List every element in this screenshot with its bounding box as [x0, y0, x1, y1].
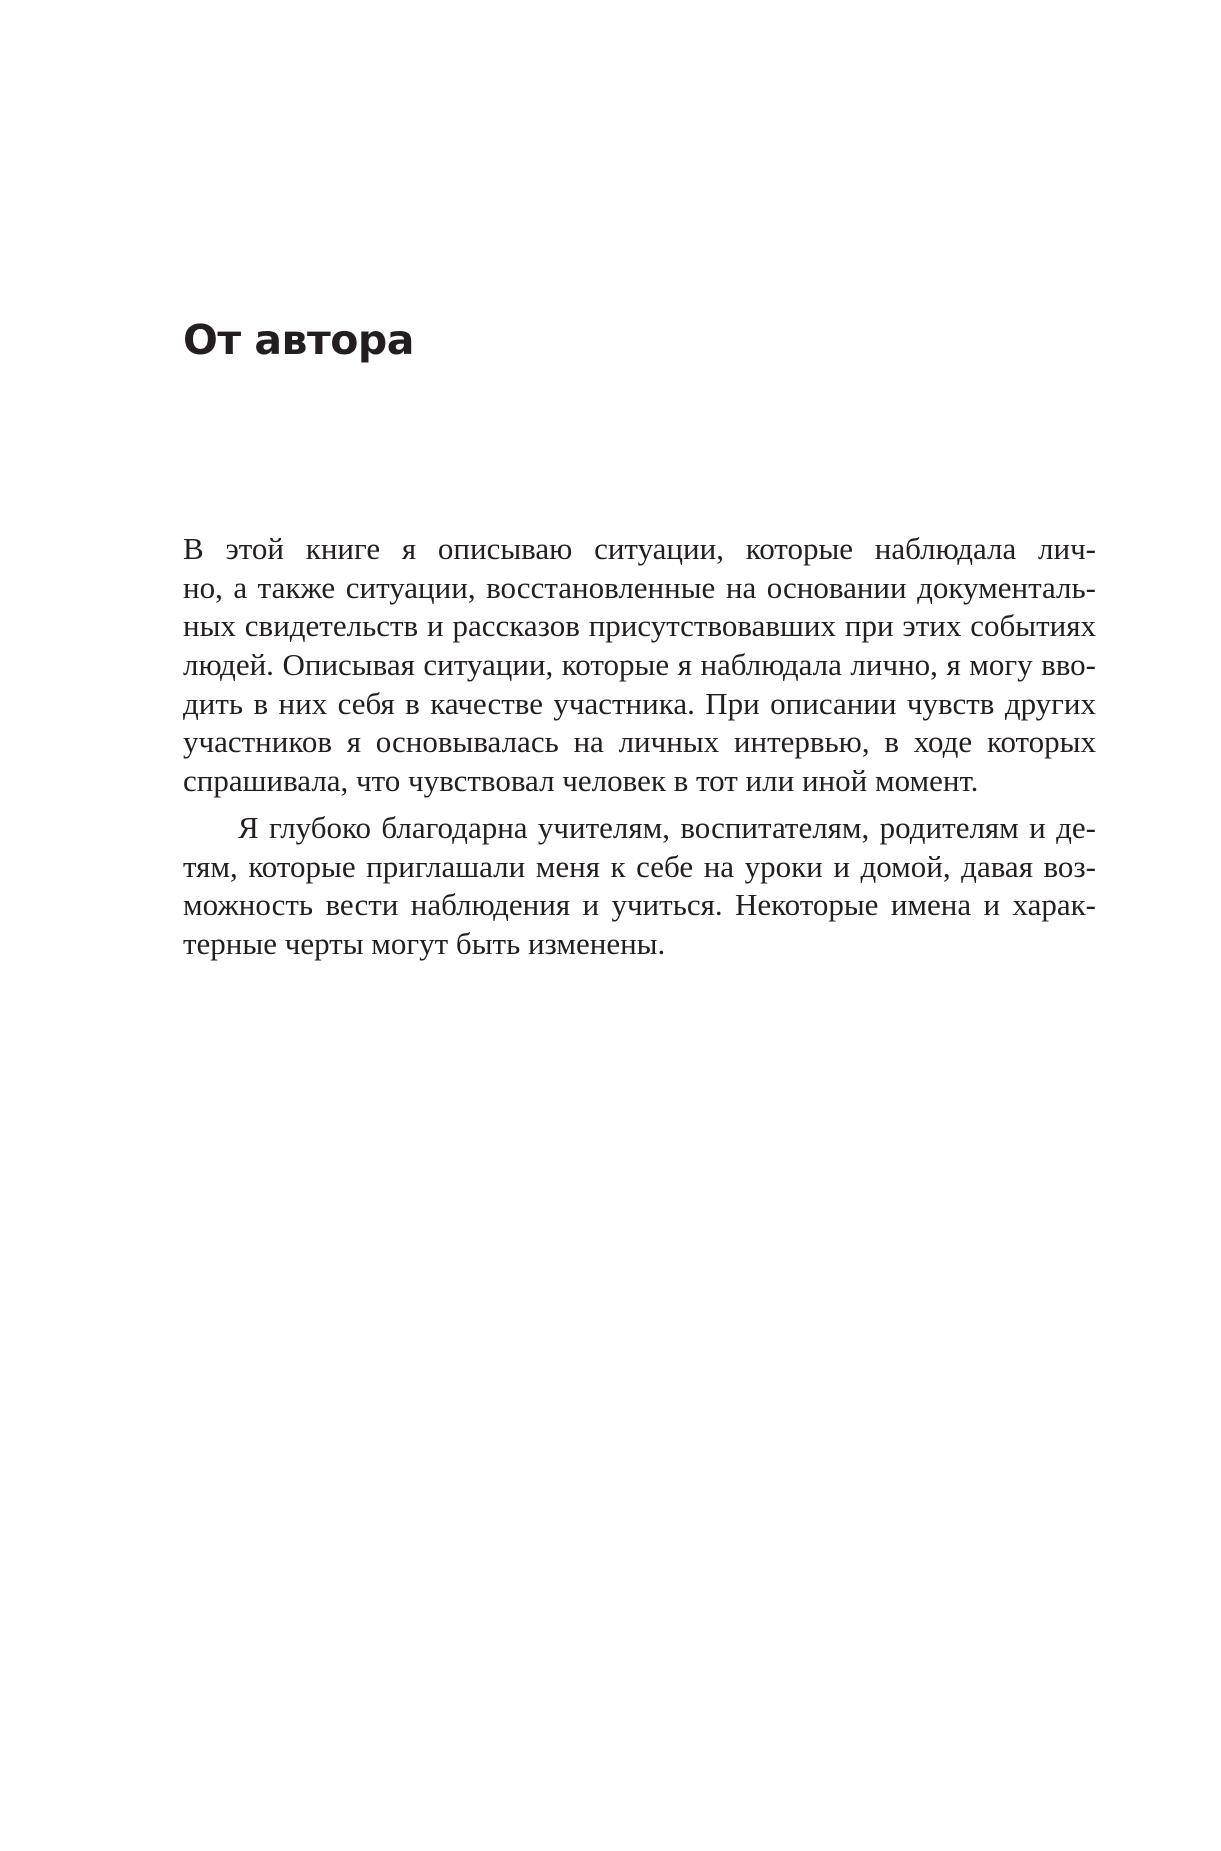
page-title: От автора [183, 316, 414, 364]
text-line: Я глубоко благодарна учителям, воспитателям, родителям и де- [238, 809, 1096, 845]
text-line: В этой книге я описываю ситуации, которые наблюдала лич- [183, 531, 1096, 566]
text-line: тям, которые приглашали меня к себе на уроки и домой, давая воз- [183, 848, 1096, 884]
body-text [183, 530, 1096, 964]
text-line: ных свидетельств и рассказов присутствовавших при этих событиях [183, 608, 1096, 644]
text-line: людей. Описывая ситуации, которые я наблюдала лично, я могу вво- [183, 647, 1096, 683]
text-line: терные черты могут быть изменены. [183, 925, 666, 961]
text-line: можность вести наблюдения и учиться. Некоторые имена и харак- [183, 887, 1096, 923]
text-line: но, а также ситуации, восстановленные на основании документаль- [183, 569, 1096, 605]
text-line: спрашивала, что чувствовал человек в тот или иной момент. [183, 763, 979, 799]
text-line: дить в них себя в качестве участника. При описании чувств других [183, 685, 1096, 721]
paragraph-1 [183, 530, 1096, 801]
text-line: участников я основывалась на личных интервью, в ходе которых [183, 724, 1096, 760]
paragraph-2 [183, 809, 1096, 964]
